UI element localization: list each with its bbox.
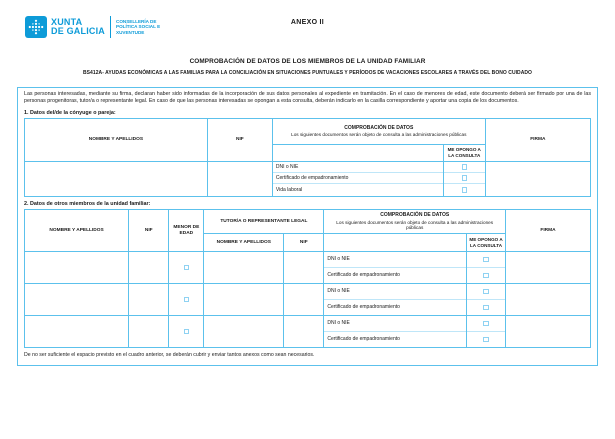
t2-col-header-firma: FIRMA (506, 210, 591, 252)
member1-oppose-cell (467, 252, 506, 284)
document-subtitle: BS412A- AYUDAS ECONÓMICAS A LAS FAMILIAS PARA LA CONCILIACIÓN EN SITUACIONES PUNTUALES Y PERÍODOS DE VACACIONES ESCOLARES A TRAVÉS DEL BONO CUIDADO (83, 69, 532, 76)
t2-col-header-nif: NIF (129, 210, 169, 252)
annex-label: ANEXO II (290, 19, 325, 26)
document-label-vida-laboral: Vida laboral (275, 186, 303, 193)
t2-col-header-comprobacion (324, 210, 506, 234)
t2-col-header-tutor-nif: NIF (284, 234, 324, 252)
spouse-nif-field[interactable] (207, 161, 272, 196)
section1-label: 1. Datos del/de la cónyuge o pareja: (24, 109, 116, 116)
document-label-dni: DNI o NIE (324, 284, 466, 300)
member2-signature-field[interactable] (506, 284, 591, 316)
member2-nif-field[interactable] (129, 284, 169, 316)
t2-col-header-minor: MENOR DE EDAD (169, 210, 204, 252)
t2-col-header-name: NOMBRE Y APELLIDOS (25, 210, 129, 252)
t1-comprobacion-subtitle: Los siguientes documentos serán objeto de consulta a las administraciones públicas (291, 132, 467, 138)
member2-name-field[interactable] (25, 284, 129, 316)
member2-minor-cell (169, 284, 204, 316)
spouse-documents-cell (272, 161, 443, 196)
spouse-signature-field[interactable] (485, 161, 590, 196)
member3-signature-field[interactable] (506, 316, 591, 348)
t1-col-header-nif: NIF (207, 118, 272, 161)
insufficient-space-note: De no ser suficiente el espacio previsto en el cuadro anterior, se deberán cubrir y enviar tantos anexos como sean necesarios. (24, 351, 315, 358)
t2-comprobacion-subtitle: Los siguientes documentos serán objeto de consulta a las administraciones públicas (336, 219, 494, 231)
department-name: CONSELLERÍA DE POLÍTICA SOCIAL E XUVENTUDE (116, 18, 161, 35)
member1-signature-field[interactable] (506, 252, 591, 284)
brand-name-line1: XUNTA (51, 16, 83, 27)
member3-tutor-nif-field[interactable] (284, 316, 324, 348)
family-member-row (25, 316, 591, 348)
document-label-dni: DNI o NIE (273, 162, 443, 173)
title-block (10, 58, 605, 76)
member3-documents-cell (324, 316, 467, 348)
member1-tutor-name-field[interactable] (204, 252, 284, 284)
document-label-empadronamiento: Certificado de empadronamiento (327, 336, 400, 343)
document-label-empadronamiento: Certificado de empadronamiento (327, 272, 400, 279)
member1-documents-cell (324, 252, 467, 284)
oppose-checkbox-row (444, 162, 485, 173)
member3-nif-field[interactable] (129, 316, 169, 348)
oppose-checkbox-row (467, 300, 505, 316)
member1-minor-cell (169, 252, 204, 284)
member1-oppose-dni-checkbox[interactable] (483, 257, 489, 263)
document-label-dni: DNI o NIE (324, 252, 466, 268)
member2-documents-cell (324, 284, 467, 316)
member3-minor-cell (169, 316, 204, 348)
member1-tutor-nif-field[interactable] (284, 252, 324, 284)
t2-col-header-tutor-name: NOMBRE Y APELLIDOS (204, 234, 284, 252)
oppose-checkbox-row (444, 184, 485, 195)
member1-minor-checkbox[interactable] (184, 265, 190, 271)
member1-nif-field[interactable] (129, 252, 169, 284)
spouse-oppose-empadronamiento-checkbox[interactable] (462, 175, 468, 181)
member3-oppose-empadronamiento-checkbox[interactable] (483, 337, 489, 343)
spouse-name-field[interactable] (25, 161, 208, 196)
member2-oppose-empadronamiento-checkbox[interactable] (483, 305, 489, 311)
member3-oppose-cell (467, 316, 506, 348)
t2-col-header-tutor: TUTOR/A O REPRESENTANTE LEGAL (204, 210, 324, 234)
member2-oppose-dni-checkbox[interactable] (483, 289, 489, 295)
oppose-checkbox-row (467, 332, 505, 348)
document-title: COMPROBACIÓN DE DATOS DE LOS MIEMBROS DE LA UNIDAD FAMILIAR (189, 58, 426, 65)
member3-tutor-name-field[interactable] (204, 316, 284, 348)
oppose-checkbox-row (467, 284, 505, 300)
member3-name-field[interactable] (25, 316, 129, 348)
oppose-checkbox-row (467, 252, 505, 268)
family-member-row (25, 284, 591, 316)
t2-comprobacion-title: COMPROBACIÓN DE DATOS (380, 212, 450, 219)
t1-col-header-oppose: ME OPONGO A LA CONSULTA (443, 144, 485, 161)
spouse-oppose-vida-laboral-checkbox[interactable] (462, 187, 468, 193)
document-label-dni: DNI o NIE (324, 316, 466, 332)
family-members-table (24, 209, 591, 348)
t1-col-header-name: NOMBRE Y APELLIDOS (25, 118, 208, 161)
t2-col-header-oppose: ME OPONGO A LA CONSULTA (467, 234, 506, 252)
t1-col-header-firma: FIRMA (485, 118, 590, 161)
intro-paragraph: Las personas interesadas, mediante su firma, declaran haber sido informadas de la incorporación de sus datos personales al expediente en tramitación. En el caso de menores de edad, este documento deberá ser firmado por una de las personas progenitoras, tutor/a o representante legal. En caso de que las personas interesadas se opongan a esta consulta, deberán indicarlo en la casilla correspondiente y aportar una copia de los documentos. (24, 91, 591, 105)
member2-minor-checkbox[interactable] (184, 297, 190, 303)
t1-comprobacion-title: COMPROBACIÓN DE DATOS (344, 124, 414, 131)
oppose-checkbox-row (444, 173, 485, 184)
t2-docs-header-empty (324, 234, 467, 252)
form-frame (17, 87, 598, 366)
member3-minor-checkbox[interactable] (184, 329, 190, 335)
section2-label: 2. Datos de otros miembros de la unidad familiar: (24, 201, 151, 208)
document-label-empadronamiento: Certificado de empadronamiento (273, 173, 443, 184)
member1-name-field[interactable] (25, 252, 129, 284)
brand-name-line2: DE GALICIA (51, 26, 106, 36)
document-label-empadronamiento: Certificado de empadronamiento (327, 304, 400, 311)
member3-oppose-dni-checkbox[interactable] (483, 321, 489, 327)
t1-docs-header-empty (272, 144, 443, 161)
member2-tutor-name-field[interactable] (204, 284, 284, 316)
t1-col-header-comprobacion (272, 118, 485, 144)
member2-tutor-nif-field[interactable] (284, 284, 324, 316)
member1-oppose-empadronamiento-checkbox[interactable] (483, 273, 489, 279)
spouse-oppose-dni-checkbox[interactable] (462, 164, 468, 170)
oppose-checkbox-row (467, 268, 505, 284)
member2-oppose-cell (467, 284, 506, 316)
spouse-oppose-cell (443, 161, 485, 196)
oppose-checkbox-row (467, 316, 505, 332)
family-member-row (25, 252, 591, 284)
spouse-table (24, 118, 591, 197)
